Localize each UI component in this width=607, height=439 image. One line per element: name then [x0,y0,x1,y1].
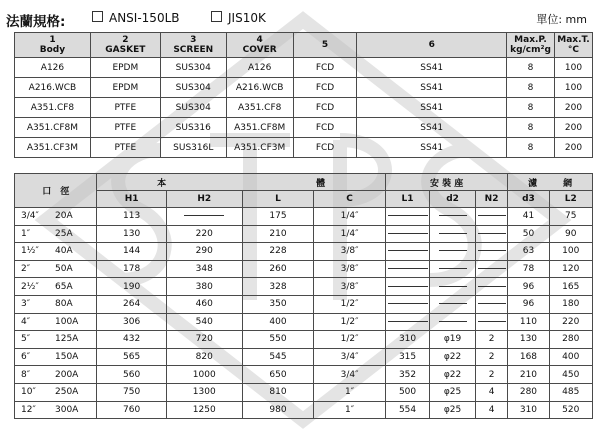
materials-cell: FCD [293,118,357,138]
dim-col-l: L [242,191,314,208]
dim-cell-d2: φ25 [430,401,476,419]
dim-cell-l: 350 [242,295,314,313]
size-cell [15,401,97,419]
materials-col-header-8 [554,33,592,58]
materials-cell: 200 [554,98,592,118]
dim-cell-h2: 720 [166,331,242,349]
size-cell [15,366,97,384]
dim-cell-d2 [430,278,476,296]
size-dn: 100A [55,316,79,327]
size-cell [15,208,97,226]
not-applicable-dash [478,286,506,287]
dim-cell-c: 1/2″ [314,313,386,331]
dim-cell-l1: 315 [385,348,429,366]
dim-cell-d2 [430,260,476,278]
not-applicable-dash [388,303,428,304]
size-inch: 2″ [21,264,31,275]
materials-cell: PTFE [90,138,160,158]
dimensions-row [15,243,593,261]
dim-cell-h1: 760 [97,401,166,419]
dim-cell-d3: 130 [508,331,549,349]
dim-cell-n2: 2 [475,348,508,366]
size-header: 口 徑 [15,174,97,208]
size-inch: 1″ [21,228,31,239]
dim-cell-h2: 460 [166,295,242,313]
screen-header [508,174,593,191]
not-applicable-dash [439,233,467,234]
dim-cell-d3: 96 [508,278,549,296]
dim-cell-d2: φ22 [430,348,476,366]
materials-cell: A351.CF8M [15,118,91,138]
dim-cell-l2: 120 [549,260,592,278]
materials-col-header-5 [293,33,357,58]
not-applicable-dash [478,250,506,251]
dim-col-n2: N2 [475,191,508,208]
dim-cell-h2: 348 [166,260,242,278]
materials-cell: A126 [226,58,293,78]
dim-cell-c: 3/8″ [314,278,386,296]
materials-col-number: 1 [49,35,56,45]
dimensions-group-header-row [15,174,593,191]
size-cell [15,278,97,296]
dim-cell-n2: 4 [475,383,508,401]
ansi-option-label: ANSI-150LB [109,11,180,25]
dim-cell-d3: 168 [508,348,549,366]
not-applicable-dash [388,321,428,322]
dim-cell-l1 [385,208,429,226]
not-applicable-dash [478,215,506,216]
materials-cell: A216.WCB [15,78,91,98]
dim-cell-h2 [166,208,242,226]
dim-cell-l2: 520 [549,401,592,419]
materials-col-name: COVER [242,45,277,55]
dim-cell-l: 328 [242,278,314,296]
dim-cell-c: 1/4″ [314,208,386,226]
dim-cell-h1: 113 [97,208,166,226]
dim-cell-h2: 1300 [166,383,242,401]
dim-cell-l: 980 [242,401,314,419]
dim-cell-n2 [475,208,508,226]
size-cell [15,225,97,243]
materials-col-name: kg/cm²g [510,45,551,55]
dim-cell-c: 3/4″ [314,348,386,366]
dimensions-row [15,278,593,296]
dim-cell-n2: 2 [475,331,508,349]
size-dn: 80A [55,299,73,310]
dim-cell-c: 1/2″ [314,295,386,313]
dim-cell-h1: 565 [97,348,166,366]
not-applicable-dash [478,268,506,269]
flange-spec-title: 法蘭規格: [6,14,66,30]
dim-cell-h2: 380 [166,278,242,296]
jis-checkbox[interactable] [211,11,222,22]
materials-col-number: 2 [122,35,129,45]
dim-cell-l1 [385,295,429,313]
not-applicable-dash [439,321,467,322]
dim-cell-d3: 280 [508,383,549,401]
materials-cell: SS41 [357,78,507,98]
not-applicable-dash [439,286,467,287]
dim-cell-h1: 750 [97,383,166,401]
dim-cell-l: 175 [242,208,314,226]
dim-cell-l2: 485 [549,383,592,401]
page-header [6,8,601,30]
materials-col-header-2 [90,33,160,58]
dim-cell-n2 [475,295,508,313]
materials-cell: SUS316L [160,138,226,158]
dim-cell-l: 260 [242,260,314,278]
dim-cell-d2 [430,243,476,261]
materials-cell: FCD [293,58,357,78]
dim-cell-l2: 75 [549,208,592,226]
dim-col-d2: d2 [430,191,476,208]
not-applicable-dash [388,215,428,216]
size-dn: 150A [55,352,79,363]
dim-cell-d2: φ22 [430,366,476,384]
dim-cell-n2 [475,243,508,261]
dim-cell-l2: 180 [549,295,592,313]
materials-col-header-3 [160,33,226,58]
dim-cell-l1: 500 [385,383,429,401]
screen-header-right: 網 [563,178,573,189]
dim-cell-l: 810 [242,383,314,401]
materials-cell: 8 [507,58,555,78]
size-inch: 3/4″ [21,211,39,222]
materials-cell: SS41 [357,118,507,138]
dim-cell-l2: 165 [549,278,592,296]
dim-cell-h1: 306 [97,313,166,331]
dim-cell-h1: 264 [97,295,166,313]
size-inch: 5″ [21,334,31,345]
dim-cell-h2: 1250 [166,401,242,419]
dimensions-row [15,208,593,226]
size-dn: 125A [55,334,79,345]
dimensions-row [15,331,593,349]
materials-col-name: Body [39,45,66,55]
dim-cell-l: 400 [242,313,314,331]
materials-col-header-1 [15,33,91,58]
size-dn: 250A [55,387,79,398]
not-applicable-dash [388,268,428,269]
materials-col-number: Max.T. [557,35,590,45]
materials-cell: A351.CF3M [226,138,293,158]
jis-option[interactable] [211,11,266,25]
size-cell [15,331,97,349]
dim-cell-l1 [385,243,429,261]
materials-col-number: Max.P. [514,35,547,45]
materials-col-header-7 [507,33,555,58]
dim-cell-h2: 820 [166,348,242,366]
materials-cell: 8 [507,138,555,158]
dim-cell-c: 1/4″ [314,225,386,243]
body-header-right: 體 [316,178,326,189]
not-applicable-dash [439,215,467,216]
materials-col-name: SCREEN [173,45,214,55]
size-cell [15,383,97,401]
dim-cell-d3: 96 [508,295,549,313]
dim-cell-d2: φ19 [430,331,476,349]
size-cell [15,260,97,278]
dim-cell-c: 1″ [314,383,386,401]
dimensions-table [14,173,593,419]
not-applicable-dash [439,268,467,269]
dim-cell-d3: 110 [508,313,549,331]
materials-row [15,138,593,158]
not-applicable-dash [184,215,224,216]
materials-cell: SS41 [357,138,507,158]
dim-cell-d3: 310 [508,401,549,419]
dim-cell-l2: 280 [549,331,592,349]
dim-cell-h1: 432 [97,331,166,349]
dim-cell-d3: 50 [508,225,549,243]
dimensions-row [15,295,593,313]
size-cell [15,243,97,261]
size-inch: 1½″ [21,246,39,257]
dim-cell-l2: 100 [549,243,592,261]
materials-cell: 8 [507,78,555,98]
materials-col-number: 6 [428,40,435,50]
dim-cell-h1: 144 [97,243,166,261]
dim-cell-h1: 560 [97,366,166,384]
materials-row [15,118,593,138]
dim-cell-n2 [475,278,508,296]
materials-cell: A351.CF8 [226,98,293,118]
materials-cell: 200 [554,118,592,138]
dimensions-row [15,366,593,384]
not-applicable-dash [388,233,428,234]
jis-option-label: JIS10K [228,11,266,25]
dim-cell-l1: 554 [385,401,429,419]
dimensions-row [15,383,593,401]
not-applicable-dash [388,250,428,251]
dim-cell-n2 [475,313,508,331]
dimensions-row [15,401,593,419]
dim-col-l2: L2 [549,191,592,208]
unit-label: 單位: mm [536,13,587,26]
size-cell [15,295,97,313]
materials-col-name: GASKET [105,45,146,55]
not-applicable-dash [439,303,467,304]
dim-cell-l1 [385,260,429,278]
dim-cell-h1: 130 [97,225,166,243]
dim-cell-l: 545 [242,348,314,366]
dim-cell-d3: 78 [508,260,549,278]
body-header [97,174,385,191]
materials-cell: PTFE [90,98,160,118]
size-dn: 65A [55,281,73,292]
size-dn: 40A [55,246,73,257]
size-inch: 10″ [21,387,36,398]
size-dn: 50A [55,264,73,275]
materials-cell: SS41 [357,98,507,118]
dim-cell-n2 [475,260,508,278]
dim-col-d3: d3 [508,191,549,208]
materials-cell: SS41 [357,58,507,78]
size-inch: 2½″ [21,281,39,292]
size-inch: 6″ [21,352,31,363]
materials-col-number: 3 [190,35,197,45]
dim-cell-h1: 178 [97,260,166,278]
dim-cell-d3: 41 [508,208,549,226]
materials-col-header-4 [226,33,293,58]
materials-col-name: °C [567,45,580,55]
dim-cell-c: 3/8″ [314,243,386,261]
materials-cell: A351.CF8M [226,118,293,138]
materials-cell: SUS304 [160,78,226,98]
ansi-option[interactable] [92,11,180,25]
dim-cell-c: 1″ [314,401,386,419]
size-cell [15,313,97,331]
mount-header: 安 裝 座 [385,174,508,191]
materials-cell: A216.WCB [226,78,293,98]
dim-cell-l2: 90 [549,225,592,243]
size-inch: 3″ [21,299,31,310]
dim-cell-l: 210 [242,225,314,243]
dim-cell-d2 [430,208,476,226]
size-dn: 200A [55,369,79,380]
dimensions-row [15,225,593,243]
dim-cell-h2: 220 [166,225,242,243]
materials-cell: FCD [293,78,357,98]
dimensions-row [15,313,593,331]
body-header-left: 本 [157,178,167,189]
not-applicable-dash [439,250,467,251]
dim-cell-h2: 540 [166,313,242,331]
dimensions-row [15,260,593,278]
materials-cell: EPDM [90,58,160,78]
dim-col-h1: H1 [97,191,166,208]
dim-cell-l2: 450 [549,366,592,384]
materials-cell: SUS316 [160,118,226,138]
dim-cell-d3: 210 [508,366,549,384]
not-applicable-dash [478,233,506,234]
dimensions-row [15,348,593,366]
dim-col-l1: L1 [385,191,429,208]
dim-cell-d2 [430,295,476,313]
dim-cell-l: 228 [242,243,314,261]
dim-cell-h2: 290 [166,243,242,261]
dim-cell-n2: 2 [475,366,508,384]
dim-cell-h1: 190 [97,278,166,296]
materials-cell: FCD [293,138,357,158]
materials-header-row [15,33,593,58]
size-dn: 20A [55,211,73,222]
not-applicable-dash [478,321,506,322]
dim-cell-c: 1/2″ [314,331,386,349]
materials-cell: PTFE [90,118,160,138]
size-cell [15,348,97,366]
dim-cell-l1: 310 [385,331,429,349]
materials-col-header-6 [357,33,507,58]
dim-cell-l2: 400 [549,348,592,366]
dim-cell-h2: 1000 [166,366,242,384]
size-inch: 12″ [21,404,36,415]
size-inch: 4″ [21,316,31,327]
materials-col-number: 4 [256,35,263,45]
materials-cell: 200 [554,138,592,158]
dimensions-sub-header-row [15,191,593,208]
materials-row [15,78,593,98]
dim-cell-d3: 63 [508,243,549,261]
materials-cell: FCD [293,98,357,118]
materials-table [14,32,593,158]
dim-col-c: C [314,191,386,208]
not-applicable-dash [388,286,428,287]
screen-header-left: 濾 [528,178,538,189]
dim-cell-c: 3/8″ [314,260,386,278]
size-dn: 300A [55,404,79,415]
materials-col-number: 5 [321,40,329,50]
dim-cell-l: 650 [242,366,314,384]
materials-cell: A351.CF8 [15,98,91,118]
materials-cell: SUS304 [160,58,226,78]
dim-cell-n2 [475,225,508,243]
materials-cell: 8 [507,98,555,118]
dim-cell-d2 [430,313,476,331]
materials-cell: SUS304 [160,98,226,118]
dim-cell-l1 [385,225,429,243]
materials-row [15,58,593,78]
materials-cell: 100 [554,58,592,78]
dim-cell-l1 [385,313,429,331]
materials-row [15,98,593,118]
materials-cell: A126 [15,58,91,78]
ansi-checkbox[interactable] [92,11,103,22]
dim-cell-l: 550 [242,331,314,349]
dim-cell-n2: 4 [475,401,508,419]
dim-cell-d2: φ25 [430,383,476,401]
dim-col-h2: H2 [166,191,242,208]
materials-cell: A351.CF3M [15,138,91,158]
materials-cell: 100 [554,78,592,98]
materials-cell: 8 [507,118,555,138]
not-applicable-dash [478,303,506,304]
dim-cell-d2 [430,225,476,243]
dim-cell-l1 [385,278,429,296]
materials-cell: EPDM [90,78,160,98]
size-inch: 8″ [21,369,31,380]
dim-cell-l1: 352 [385,366,429,384]
dim-cell-c: 3/4″ [314,366,386,384]
size-dn: 25A [55,228,73,239]
dim-cell-l2: 220 [549,313,592,331]
